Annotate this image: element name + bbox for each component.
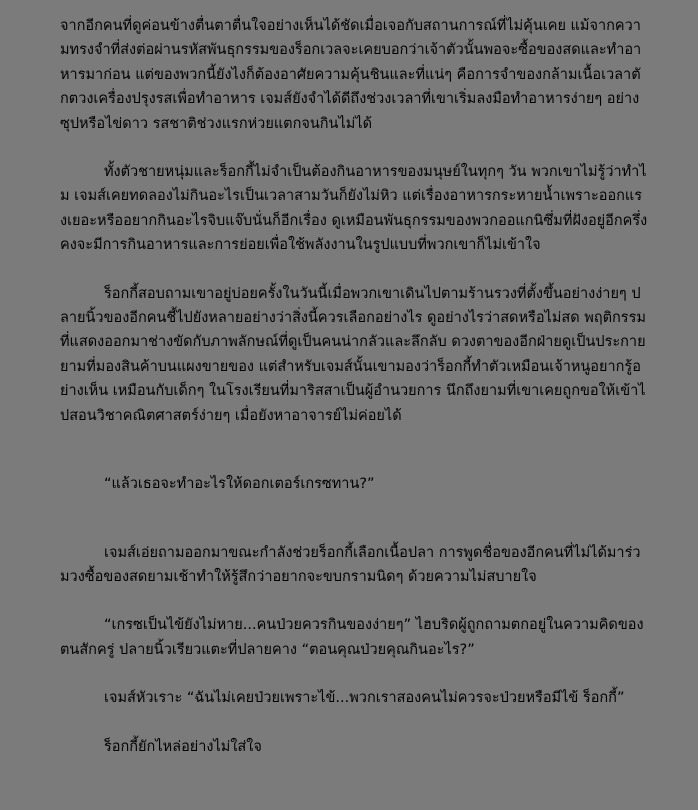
paragraph-3: ร็อกกี้สอบถามเขาอยู่บ่อยครั้งในวันนี้เมื่อพวกเขาเดินไปตามร้านรวงที่ตั้งขึ้นอย่างง่ายๆ ปลายนิ้วของอีกคนชี้ไปยังหลายอย่างว่าสิ่งนี้ควรเลือกอย่างไร ดูอย่างไรว่าสดหรือไม่สด พฤติกรรมที่แสดงออกมาช่างขัดกับภาพลักษณ์ที่ดูเป็นคนน่ากลัวและลึกลับ ดวงตาของอีกฝ่ายดูเป็นประกายยามที่มองสินค้าบนแผงขายของ แต่สำหรับเจมส์นั้นเขามองว่าร็อกกี้ทำตัวเหมือนเจ้าหนูอยากรู้อย่างเห็น เหมือนกับเด็กๆ ในโรงเรียนที่มาริสสาเป็นผู้อำนวยการ นึกถึงยามที่เขาเคยถูกขอให้เข้าไปสอนวิชาคณิตศาสตร์ง่ายๆ เมื่อยังหาอาจารย์ไม่ค่อยได้	[60, 285, 646, 424]
paragraph-2: ทั้งตัวชายหนุ่มและร็อกกี้ไม่จำเป็นต้องกินอาหารของมนุษย์ในทุกๆ วัน พวกเขาไม่รู้ว่าทำไม เจมส์เคยทดลองไม่กินอะไรเป็นเวลาสามวันก็ยังไม่หิว แต่เรื่องอาหารกระหายน้ำเพราะออกแรงเยอะหรืออยากกินอะไรจิบแจ๊บนั่นก็อีกเรื่อง ดูเหมือนพันธุกรรมของพวกออแกนิซึ่มที่ฝังอยู่อีกครึ่งคงจะมีการกินอาหารและการย่อยเพื่อใช้พลังงานในรูปแบบที่พวกเขาก็ไม่เข้าใจ	[60, 164, 648, 254]
paragraph-4: เจมส์เอ่ยถามออกมาขณะกำลังช่วยร็อกกี้เลือกเนื้อปลา การพูดชื่อของอีกคนที่ไม่ได้มาร่วมวงซื้อของสดยามเช้าทำให้รู้สึกว่าอยากจะขบกรามนิดๆ ด้วยความไม่สบายใจ	[60, 544, 641, 585]
paragraph-1: จากอีกคนที่ดูค่อนข้างตื่นตาตื่นใจอย่างเห็นได้ชัดเมื่อเจอกับสถานการณ์ที่ไม่คุ้นเคย แม้จากความทรงจำที่ส่งต่อผ่านรหัสพันธุกรรมของร็อกเวลจะเคยบอกว่าเจ้าตัวนั้นพอจะซื้อของสดและทำอาหารมาก่อน แต่ของพวกนี้ยังไงก็ต้องอาศัยความคุ้นชินและที่แน่ๆ คือการจำของกล้ามเนื้อเวลาตักตวงเครื่องปรุงรสเพื่อทำอาหาร เจมส์ยังจำได้ดีถึงช่วงเวลาที่เขาเริ่มลงมือทำอาหารง่ายๆ อย่างซุปหรือไข่ดาว รสชาติช่วงแรกห่วยแตกจนกินไม่ได้	[60, 18, 642, 132]
paragraph-7: ร็อกกี้ยักไหล่อย่างไม่ใส่ใจ	[104, 738, 262, 755]
dialogue-question: “แล้วเธอจะทำอะไรให้ดอกเตอร์เกรซทาน?”	[104, 476, 375, 493]
paragraph-6: เจมส์หัวเราะ “ฉันไม่เคยป่วยเพราะไข้...พวกเราสองคนไม่ควรจะป่วยหรือมีไข้ ร็อกกี้”	[104, 690, 625, 707]
paragraph-5: “เกรซเป็นไข้ยังไม่หาย...คนป่วยควรกินของง่ายๆ” ไฮบริดผู้ถูกถามตกอยู่ในความคิดของตนสักครู่ ปลายนิ้วเรียวแตะที่ปลายคาง “ตอนคุณป่วยคุณกินอะไร?”	[60, 617, 644, 658]
